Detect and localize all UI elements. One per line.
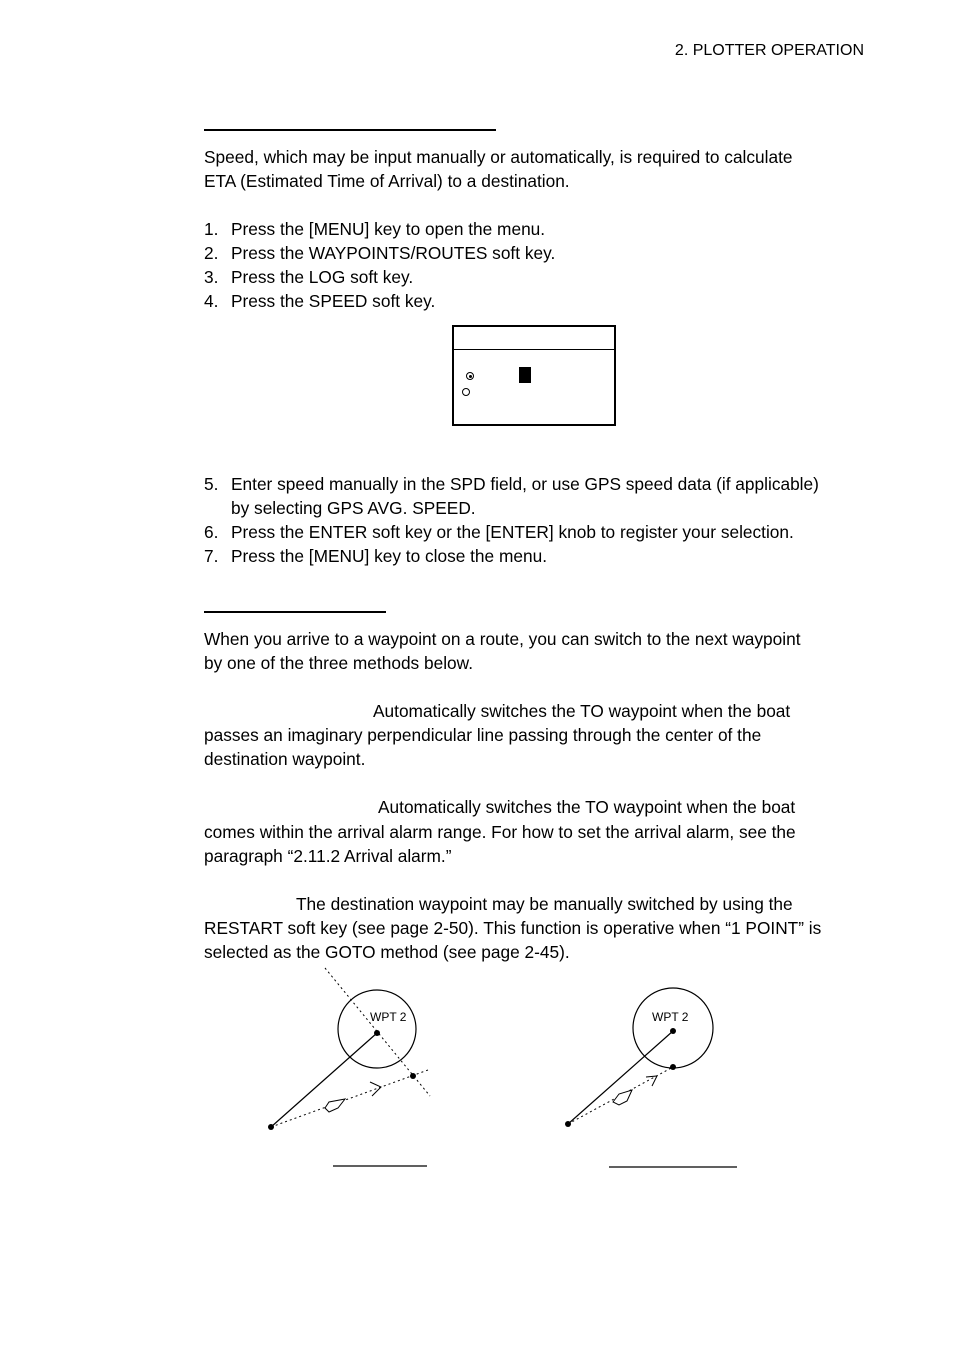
step-6: 6. Press the ENTER soft key or the [ENTER] knob to register your selection. <box>204 522 794 542</box>
waypoint-label-left: WPT 2 <box>370 1010 407 1024</box>
waypoint-label-right: WPT 2 <box>652 1010 689 1024</box>
method-3-line-1: The destination waypoint may be manually switched by using the <box>296 894 793 914</box>
figure-perpendicular <box>268 968 430 1166</box>
step-4: 4. Press the SPEED soft key. <box>204 291 436 311</box>
step-2: 2. Press the WAYPOINTS/ROUTES soft key. <box>204 243 556 263</box>
method-3-line-2: RESTART soft key (see page 2-50). This function is operative when “1 POINT” is <box>204 918 822 938</box>
method-1-line-3: destination waypoint. <box>204 749 366 769</box>
switching-intro-line-1: When you arrive to a waypoint on a route, you can switch to the next waypoint <box>204 629 801 649</box>
waypoint-dot-left <box>374 1030 380 1036</box>
step-3: 3. Press the LOG soft key. <box>204 267 414 287</box>
method-2-line-1: Automatically switches the TO waypoint when the boat <box>378 797 796 817</box>
method-1-line-2: passes an imaginary perpendicular line passing through the center of the <box>204 725 762 745</box>
switch-point-left <box>410 1073 416 1079</box>
speed-intro-line-1: Speed, which may be input manually or automatically, is required to calculate <box>204 147 793 167</box>
method-2-line-3: paragraph “2.11.2 Arrival alarm.” <box>204 846 452 866</box>
arrival-circle-left <box>338 990 416 1068</box>
step-5-continued: by selecting GPS AVG. SPEED. <box>231 498 476 518</box>
figure-arrival-alarm <box>565 988 737 1167</box>
start-point-left <box>268 1124 274 1130</box>
step-5: 5. Enter speed manually in the SPD field, or use GPS speed data (if applicable) <box>204 474 819 494</box>
course-line-left <box>271 1070 428 1127</box>
waypoint-dot-right <box>670 1028 676 1034</box>
route-leg-left <box>271 1033 377 1127</box>
boat-icon-right <box>613 1090 632 1105</box>
method-2-line-2: comes within the arrival alarm range. For how to set the arrival alarm, see the <box>204 822 796 842</box>
step-1: 1. Press the [MENU] key to open the menu. <box>204 219 546 239</box>
speed-intro-line-2: ETA (Estimated Time of Arrival) to a destination. <box>204 171 570 191</box>
switch-point-right <box>670 1064 676 1070</box>
running-header: 2. PLOTTER OPERATION <box>674 42 864 59</box>
boat-icon-left <box>325 1099 345 1112</box>
step-7: 7. Press the [MENU] key to close the menu. <box>204 546 547 566</box>
method-3-line-3: selected as the GOTO method (see page 2-45). <box>204 942 570 962</box>
start-point-right <box>565 1121 571 1127</box>
method-1-line-1: Automatically switches the TO waypoint when the boat <box>373 701 791 721</box>
route-leg-right <box>568 1031 673 1124</box>
switching-intro-line-2: by one of the three methods below. <box>204 653 473 673</box>
